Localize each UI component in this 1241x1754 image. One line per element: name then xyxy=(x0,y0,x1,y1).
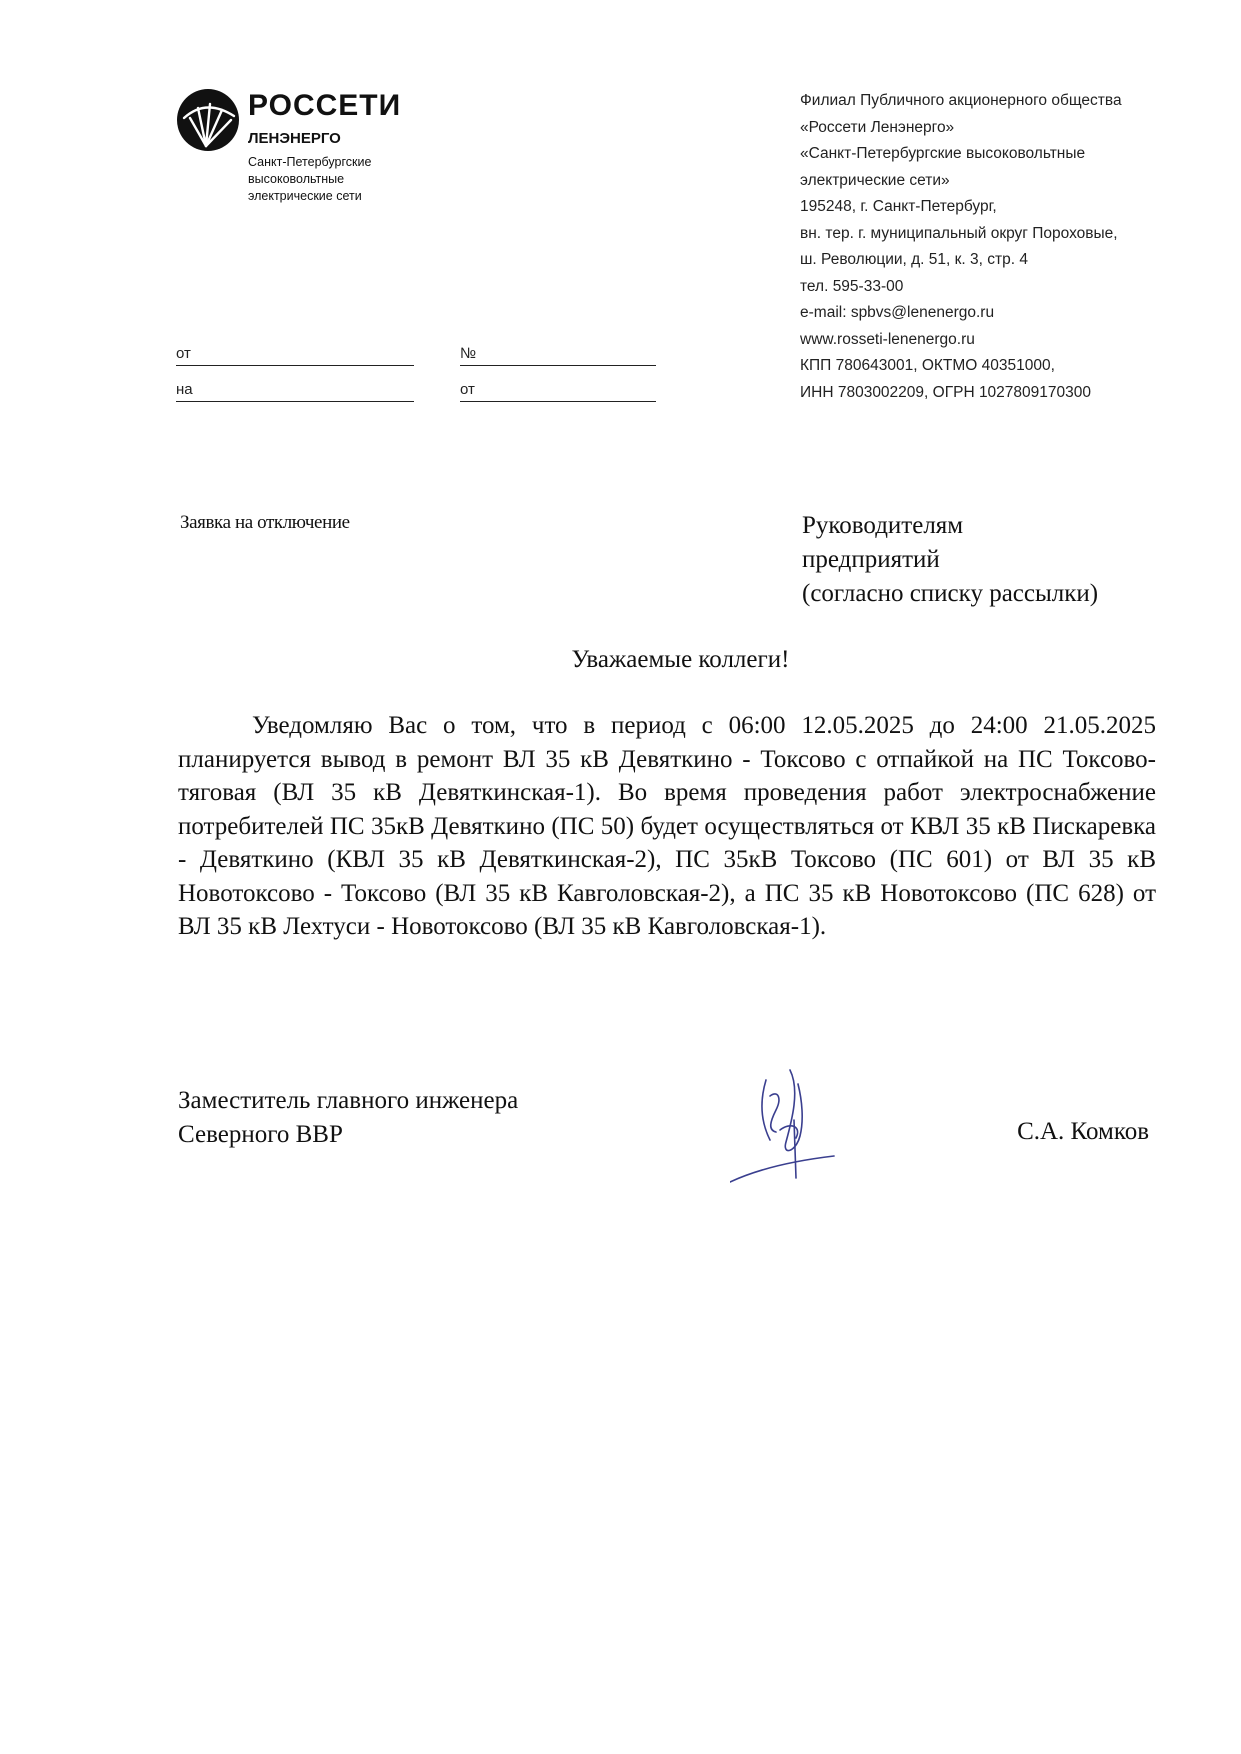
reg-number-field xyxy=(460,338,656,366)
org-line: «Санкт-Петербургские высоковольтные xyxy=(800,145,1086,162)
org-line: КПП 780643001, ОКТМО 40351000, xyxy=(800,357,1055,374)
rosseti-emblem-icon xyxy=(176,88,240,152)
organization-details xyxy=(800,88,1200,406)
org-line: ИНН 7803002209, ОГРН 1027809170300 xyxy=(800,383,1092,401)
org-line: электрические сети» xyxy=(800,171,950,189)
reg-to-label: на xyxy=(176,381,193,398)
handwritten-signature xyxy=(730,1060,840,1192)
salutation: Уважаемые коллеги! xyxy=(571,646,790,673)
org-email: e-mail: spbvs@lenenergo.ru xyxy=(800,304,995,321)
org-line: вн. тер. г. муниципальный округ Пороховые, xyxy=(800,224,1118,242)
reg-date-label: от xyxy=(460,381,475,398)
logo-division-line: электрические сети xyxy=(248,189,362,203)
addressee xyxy=(802,509,1098,611)
reg-number-label: № xyxy=(460,345,477,362)
reg-date-field xyxy=(460,374,656,402)
org-line: Филиал Публичного акционерного общества xyxy=(800,92,1122,109)
reg-number-line xyxy=(460,365,656,366)
reg-from-line xyxy=(176,365,414,366)
org-line: 195248, г. Санкт-Петербург, xyxy=(800,198,997,215)
signatory-title-line: Северного ВВР xyxy=(178,1121,343,1148)
org-line: «Россети Ленэнерго» xyxy=(800,118,955,136)
letter-subject: Заявка на отключение xyxy=(180,512,350,533)
addressee-line: предприятий xyxy=(802,546,940,573)
reg-from-label: от xyxy=(176,345,191,362)
logo-division-line: высоковольтные xyxy=(248,172,345,186)
addressee-line: (согласно списку рассылки) xyxy=(802,580,1099,607)
logo-wordmark: РОССЕТИ xyxy=(248,89,402,122)
company-logo xyxy=(176,86,416,216)
signatory-title-line: Заместитель главного инженера xyxy=(178,1087,519,1114)
logo-subtitle: ЛЕНЭНЕРГО xyxy=(248,130,341,147)
addressee-line: Руководителям xyxy=(802,512,964,539)
logo-division xyxy=(248,154,418,205)
org-website: www.rosseti-lenenergo.ru xyxy=(800,330,975,348)
signatory-name: С.А. Комков xyxy=(1017,1118,1149,1145)
org-line: ш. Революции, д. 51, к. 3, стр. 4 xyxy=(800,251,1028,268)
reg-to-field xyxy=(176,374,414,402)
reg-date-line xyxy=(460,401,656,402)
letter-body: Уведомляю Вас о том, что в период с 06:00 12.05.2025 до 24:00 21.05.2025 планируется вывод в ремонт ВЛ 35 кВ Девяткино - Токсово с отпайкой на ПС Токсово-тяговая (ВЛ 35 кВ Девяткинская-1). Во время проведения работ электроснабжение потребителей ПС 35кВ Девяткино (ПС 50) будет осуществляться от КВЛ 35 кВ Пискаревка - Девяткино (КВЛ 35 кВ Девяткинская-2), ПС 35кВ Токсово (ПС 601) от ВЛ 35 кВ Новотоксово - Токсово (ВЛ 35 кВ Кавголовская-2), а ПС 35 кВ Новотоксово (ПС 628) от ВЛ 35 кВ Лехтуси - Новотоксово (ВЛ 35 кВ Кавголовская-1). xyxy=(178,712,1156,940)
reg-to-line xyxy=(176,401,414,402)
logo-division-line: Санкт-Петербургские xyxy=(248,155,372,169)
signatory-title xyxy=(178,1084,518,1152)
reg-from-field xyxy=(176,338,414,366)
org-line: тел. 595-33-00 xyxy=(800,277,904,295)
